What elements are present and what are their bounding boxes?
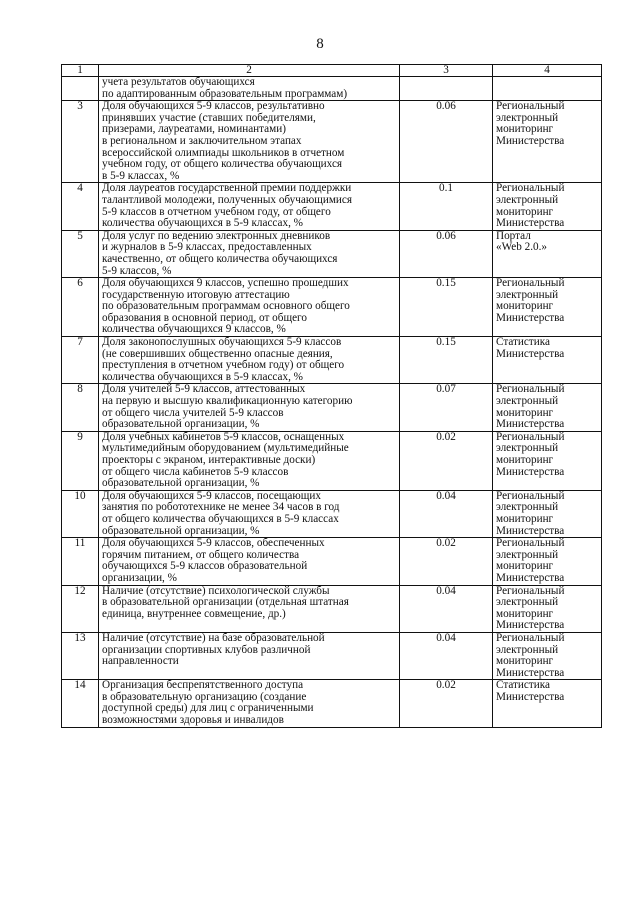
row-number: 5 <box>62 230 99 277</box>
indicator-name-line: возможностями здоровья и инвалидов <box>102 714 284 727</box>
indicator-name-line: государственную итоговую аттестацию <box>102 288 290 301</box>
indicator-name-line: учета результатов обучающихся <box>102 76 255 88</box>
indicator-name-line: единица, внутреннее совмещение, др.) <box>102 607 286 620</box>
indicator-name <box>99 680 400 727</box>
indicator-name-line: талантливой молодежи, полученных обучающимися <box>102 193 353 206</box>
indicator-name-line: Доля обучающихся 5-9 классов, результативно <box>102 100 325 113</box>
indicator-name-line: в образовательную организацию (создание <box>102 690 307 703</box>
data-source-line: Министерства <box>496 619 565 632</box>
indicator-name <box>99 183 400 230</box>
data-source-line: мониторинг <box>496 560 554 573</box>
data-source <box>493 384 602 431</box>
indicator-name-line: мультимедийным оборудованием (мультимедийные <box>102 442 349 455</box>
indicator-weight: 0.07 <box>400 384 493 431</box>
indicator-name-line: Доля учебных кабинетов 5-9 классов, оснащенных <box>102 430 345 443</box>
row-number: 4 <box>62 183 99 230</box>
data-source-line: Министерства <box>496 666 565 679</box>
data-source-line: Региональный <box>496 537 565 550</box>
data-source-line: электронный <box>496 643 559 656</box>
row-number: 11 <box>62 538 99 585</box>
row-number: 9 <box>62 431 99 490</box>
indicator-weight: 0.06 <box>400 101 493 183</box>
row-number: 13 <box>62 632 99 679</box>
data-source-line: электронный <box>496 501 559 514</box>
indicator-name-line: в 5-9 классах, % <box>102 169 180 182</box>
indicator-name-line: учебном году, от общего количества обучающихся <box>102 158 343 171</box>
table-row <box>62 230 602 277</box>
data-source-line: Министерства <box>496 134 565 147</box>
data-source-line: Статистика <box>496 679 550 692</box>
indicator-name-line: 5-9 классов в отчетном учебном году, от общего <box>102 205 331 218</box>
indicator-name-line: Доля услуг по ведению электронных дневников <box>102 229 331 242</box>
indicator-name-line: образовательной организации, % <box>102 477 260 490</box>
indicator-name-line: занятия по робототехнике не менее 34 часов в год <box>102 501 340 514</box>
indicator-name <box>99 585 400 632</box>
data-source <box>493 77 602 101</box>
data-source-line: электронный <box>496 548 559 561</box>
row-number <box>62 77 99 101</box>
data-source-line: Министерства <box>496 347 565 360</box>
data-source-line: мониторинг <box>496 123 554 136</box>
indicator-name-line: в образовательной организации (отдельная штатная <box>102 596 349 609</box>
indicator-name-line: качественно, от общего количества обучающихся <box>102 252 338 265</box>
data-source-line: электронный <box>496 111 559 124</box>
table-row <box>62 538 602 585</box>
data-source <box>493 538 602 585</box>
indicator-name-line: Доля лауреатов государственной премии поддержки <box>102 182 352 195</box>
data-source <box>493 337 602 384</box>
indicator-name-line: в региональном и заключительном этапах <box>102 134 302 147</box>
indicator-name <box>99 278 400 337</box>
indicator-name <box>99 538 400 585</box>
indicator-weight: 0.04 <box>400 585 493 632</box>
row-number: 6 <box>62 278 99 337</box>
data-source-line: электронный <box>496 596 559 609</box>
row-number: 10 <box>62 490 99 537</box>
column-header-2: 2 <box>99 65 400 77</box>
indicator-name-line: (не совершивших общественно опасные деяния, <box>102 347 333 360</box>
data-source <box>493 431 602 490</box>
indicator-name-line: на первую и высшую квалификационную категорию <box>102 395 353 408</box>
row-number: 8 <box>62 384 99 431</box>
data-source <box>493 632 602 679</box>
indicator-name-line: всероссийской олимпиады школьников в отчетном <box>102 146 345 159</box>
data-source-line: Министерства <box>496 311 565 324</box>
data-source-line: мониторинг <box>496 300 554 313</box>
data-source-line: мониторинг <box>496 607 554 620</box>
table-row <box>62 183 602 230</box>
indicator-name-line: организации спортивных клубов различной <box>102 643 311 656</box>
indicator-name <box>99 384 400 431</box>
indicator-name-line: образовательной организации, % <box>102 524 260 537</box>
table-row <box>62 585 602 632</box>
indicator-name-line: образования в основной период, от общего <box>102 311 307 324</box>
indicator-name <box>99 337 400 384</box>
indicator-name-line: преступления в отчетном учебном году) от общего <box>102 359 345 372</box>
data-source-line: Региональный <box>496 631 565 644</box>
indicator-name-line: Доля обучающихся 5-9 классов, обеспеченных <box>102 537 325 550</box>
data-source-line: Региональный <box>496 584 565 597</box>
indicator-name-line: и журналов в 5-9 классах, предоставленных <box>102 241 312 254</box>
indicator-name-line: обучающихся 5-9 классов образовательной <box>102 560 308 573</box>
indicator-weight: 0.02 <box>400 431 493 490</box>
indicator-name-line: количества обучающихся 9 классов, % <box>102 323 286 336</box>
table-row <box>62 431 602 490</box>
data-source-line: электронный <box>496 442 559 455</box>
indicator-weight: 0.02 <box>400 680 493 727</box>
indicator-name-line: проекторы с экраном, интерактивные доски) <box>102 454 316 466</box>
indicator-weight: 0.06 <box>400 230 493 277</box>
indicator-name-line: 5-9 классов, % <box>102 264 172 277</box>
indicator-name <box>99 230 400 277</box>
indicator-name-line: Доля законопослушных обучающихся 5-9 классов <box>102 336 342 349</box>
indicator-name <box>99 632 400 679</box>
data-source <box>493 278 602 337</box>
data-source-line: Региональный <box>496 489 565 502</box>
indicator-name-line: Организация беспрепятственного доступа <box>102 679 304 692</box>
data-source-line: Региональный <box>496 383 565 396</box>
data-source <box>493 101 602 183</box>
indicator-name-line: горячим питанием, от общего количества <box>102 548 300 561</box>
indicator-name-line: количества обучающихся в 5-9 классах, % <box>102 217 304 230</box>
indicator-name-line: организации, % <box>102 571 177 584</box>
row-number: 12 <box>62 585 99 632</box>
indicator-weight: 0.04 <box>400 632 493 679</box>
indicator-weight: 0.15 <box>400 278 493 337</box>
indicator-weight: 0.02 <box>400 538 493 585</box>
table-row <box>62 337 602 384</box>
table-row <box>62 384 602 431</box>
data-source-line: мониторинг <box>496 655 554 668</box>
data-source-line: мониторинг <box>496 454 554 466</box>
header-row <box>62 65 602 77</box>
indicator-name-line: образовательной организации, % <box>102 418 260 431</box>
indicator-name-line: доступной среды) для лиц с ограниченными <box>102 702 314 715</box>
data-source-line: Региональный <box>496 182 565 195</box>
indicator-name-line: от общего количества обучающихся в 5-9 классах <box>102 512 339 525</box>
indicator-name-line: принявших участие (ставших победителями, <box>102 111 316 124</box>
indicator-weight: 0.04 <box>400 490 493 537</box>
indicator-name-line: по адаптированным образовательным программам) <box>102 87 348 100</box>
table-row <box>62 278 602 337</box>
indicator-weight: 0.15 <box>400 337 493 384</box>
indicator-name-line: количества обучающихся в 5-9 классах, % <box>102 370 304 383</box>
page-number: 8 <box>316 36 324 52</box>
data-source-line: Министерства <box>496 524 565 537</box>
indicator-name <box>99 490 400 537</box>
table-row <box>62 632 602 679</box>
data-source-line: Региональный <box>496 100 565 113</box>
data-source-line: «Web 2.0.» <box>496 241 547 254</box>
table-row <box>62 490 602 537</box>
table-row <box>62 101 602 183</box>
indicator-name-line: Доля обучающихся 9 классов, успешно прошедших <box>102 277 349 290</box>
data-source-line: мониторинг <box>496 406 554 419</box>
data-source-line: электронный <box>496 288 559 301</box>
data-source-line: Министерства <box>496 465 565 478</box>
data-source-line: Региональный <box>496 277 565 290</box>
indicator-name-line: по образовательным программам основного общего <box>102 300 350 313</box>
column-header-3: 3 <box>400 65 493 77</box>
indicator-weight: 0.1 <box>400 183 493 230</box>
data-source-line: Портал <box>496 229 531 242</box>
data-source <box>493 585 602 632</box>
indicator-name-line: от общего числа кабинетов 5-9 классов <box>102 465 289 478</box>
indicator-name-line: от общего числа учителей 5-9 классов <box>102 406 284 419</box>
indicator-name-line: Наличие (отсутствие) психологической службы <box>102 584 330 597</box>
row-number: 7 <box>62 337 99 384</box>
data-source <box>493 230 602 277</box>
indicator-name <box>99 431 400 490</box>
indicator-name-line: Доля обучающихся 5-9 классов, посещающих <box>102 489 321 502</box>
row-number: 14 <box>62 680 99 727</box>
data-source-line: электронный <box>496 193 559 206</box>
data-source-line: мониторинг <box>496 205 554 218</box>
indicator-name-line: Доля учителей 5-9 классов, аттестованных <box>102 383 306 396</box>
data-source <box>493 680 602 727</box>
data-source-line: Статистика <box>496 336 550 349</box>
data-source-line: Министерства <box>496 571 565 584</box>
indicator-name-line: призерами, лауреатами, номинантами) <box>102 123 286 136</box>
indicator-name <box>99 77 400 101</box>
row-number: 3 <box>62 101 99 183</box>
column-header-1: 1 <box>62 65 99 77</box>
indicator-name <box>99 101 400 183</box>
data-source-line: Министерства <box>496 418 565 431</box>
data-source-line: Министерства <box>496 690 565 703</box>
data-source <box>493 183 602 230</box>
data-source-line: мониторинг <box>496 512 554 525</box>
indicators-table <box>61 64 602 728</box>
column-header-4: 4 <box>493 65 602 77</box>
table-row <box>62 77 602 101</box>
table-body <box>62 77 602 728</box>
indicator-weight <box>400 77 493 101</box>
data-source-line: Министерства <box>496 217 565 230</box>
data-source <box>493 490 602 537</box>
data-source-line: электронный <box>496 395 559 408</box>
table-row <box>62 680 602 727</box>
indicator-name-line: направленности <box>102 655 179 668</box>
data-source-line: Региональный <box>496 430 565 443</box>
indicator-name-line: Наличие (отсутствие) на базе образовательной <box>102 631 325 644</box>
